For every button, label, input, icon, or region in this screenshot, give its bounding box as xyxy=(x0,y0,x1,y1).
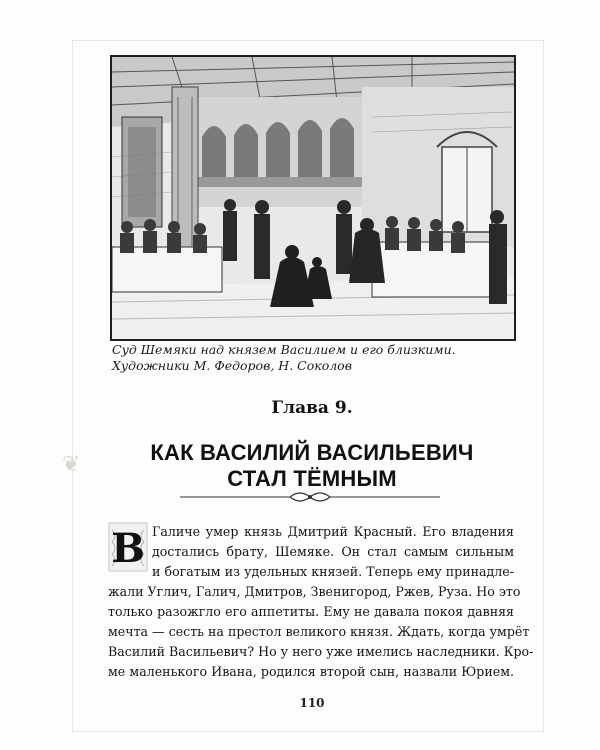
body-line: Василий Васильевич? Но у него уже имелись наследники. Кро- xyxy=(108,644,534,659)
ornamental-divider xyxy=(180,490,440,504)
body-line: жали Углич, Галич, Дмитров, Звенигород, Ржев, Руза. Но это xyxy=(108,584,521,599)
page-number: 110 xyxy=(299,696,325,710)
body-line: и богатым из удельных князей. Теперь ему принадле- xyxy=(152,564,514,579)
side-ornament: ❦ xyxy=(62,452,81,477)
caption-line: Художники М. Федоров, Н. Соколов xyxy=(112,358,352,373)
body-line: ме маленького Ивана, родился второй сын, назвали Юрием. xyxy=(108,664,514,679)
chapter-title-line: КАК ВАСИЛИЙ ВАСИЛЬЕВИЧ xyxy=(150,440,474,465)
chapter-title xyxy=(112,440,512,492)
caption-line: Суд Шемяки над князем Василием и его близкими. xyxy=(112,342,456,357)
chapter-title-line: СТАЛ ТЁМНЫМ xyxy=(227,466,397,491)
body-line: достались брату, Шемяке. Он стал самым сильным xyxy=(152,544,514,559)
body-line: мечта — сесть на престол великого князя. Ждать, когда умрёт xyxy=(108,624,530,639)
illustration-caption xyxy=(112,342,512,374)
drop-cap-letter: В xyxy=(111,525,145,572)
body-line: Галиче умер князь Дмитрий Красный. Его владения xyxy=(152,524,514,539)
engraving-illustration xyxy=(110,55,516,341)
body-line: только разожгло его аппетиты. Ему не давала покоя давняя xyxy=(108,604,514,619)
chapter-number: Глава 9. xyxy=(271,398,353,418)
body-text xyxy=(108,522,534,682)
